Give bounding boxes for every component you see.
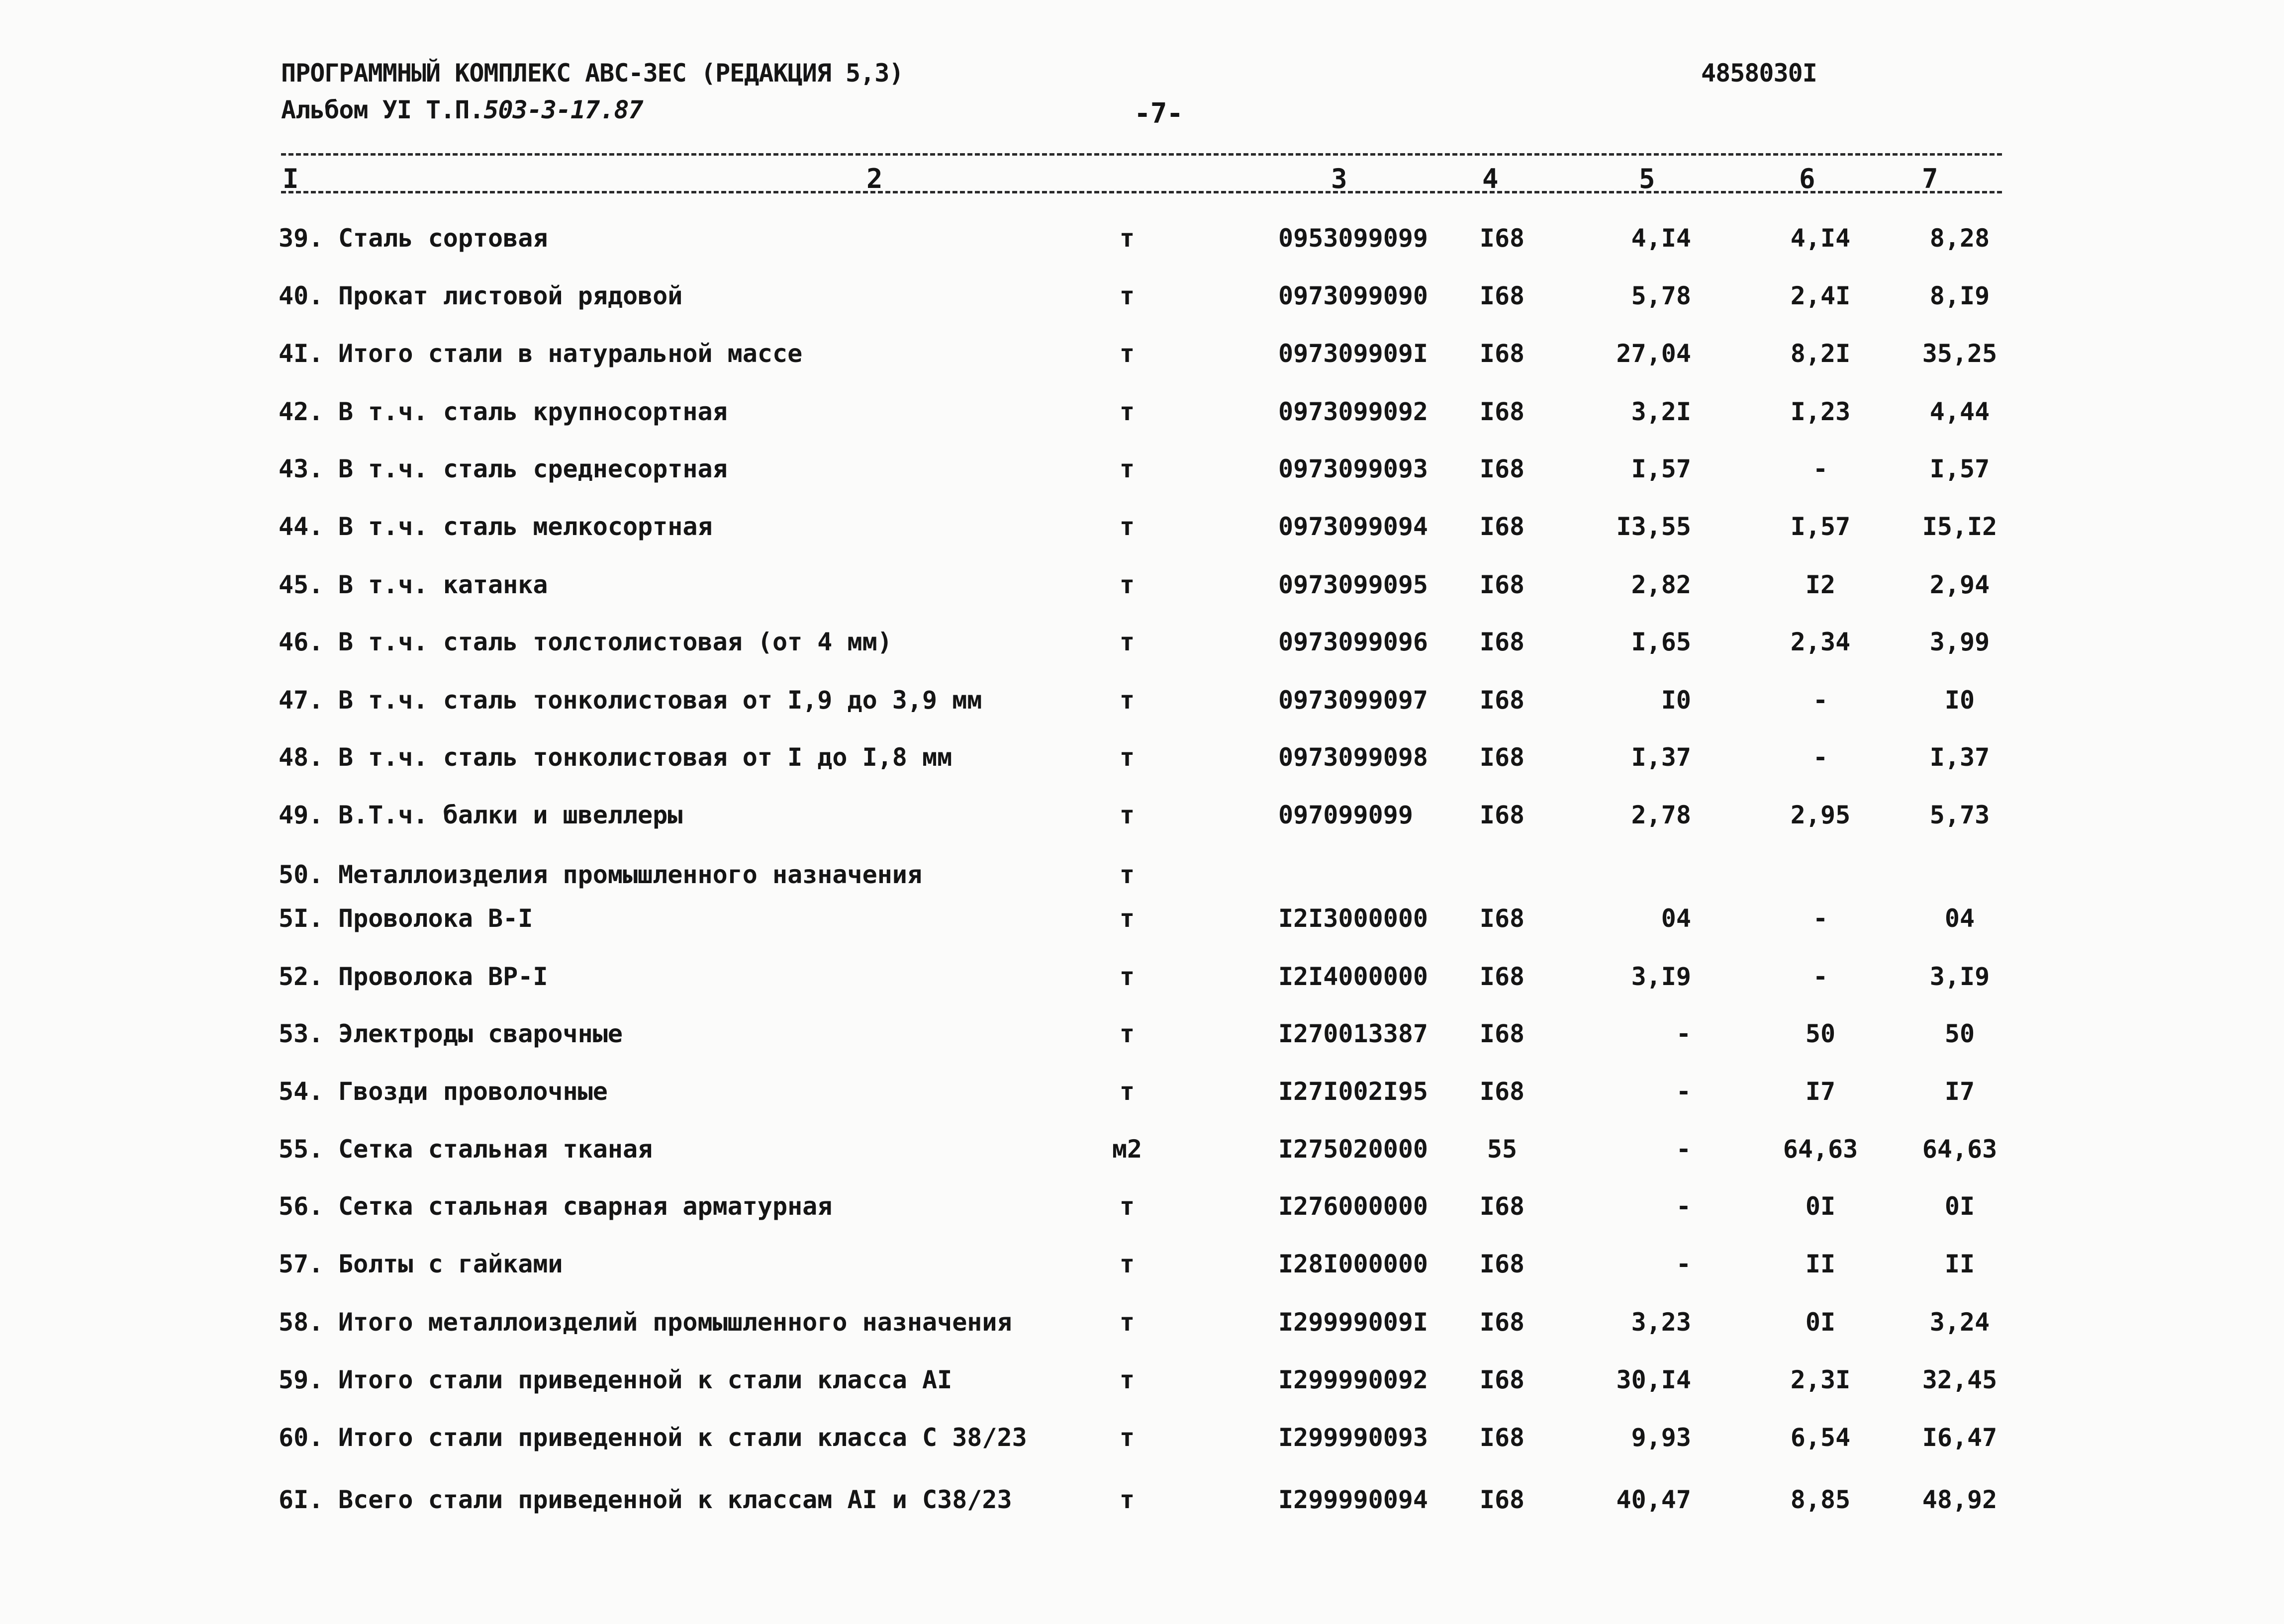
cell-c6: II	[1805, 1250, 1836, 1278]
cell-c4: I68	[1479, 1192, 1525, 1221]
cell-idx: 5I.	[279, 904, 324, 933]
table-row	[0, 1485, 2284, 1542]
cell-c4: I68	[1479, 801, 1525, 829]
table-row	[0, 743, 2284, 800]
cell-c7: 3,24	[1929, 1308, 1990, 1337]
cell-c4: I68	[1479, 454, 1525, 483]
cell-c7: 5,73	[1929, 801, 1990, 829]
cell-c6: I7	[1805, 1077, 1836, 1106]
table-row	[0, 281, 2284, 339]
table-row	[0, 628, 2284, 685]
document-code: 4858030I	[1701, 59, 1817, 88]
cell-c5: 04	[1661, 904, 1691, 933]
cell-unit: т	[1119, 397, 1135, 426]
cell-idx: 42.	[279, 397, 324, 426]
cell-c5: I3,55	[1616, 512, 1691, 541]
column-number-5: 5	[1639, 163, 1655, 194]
cell-c5: -	[1676, 1250, 1691, 1278]
cell-name: В т.ч. сталь крупносортная	[338, 397, 728, 426]
cell-name: В т.ч. сталь тонколистовая от I,9 до 3,9 мм	[338, 686, 982, 715]
cell-name: Итого стали в натуральной массе	[338, 339, 803, 368]
column-number-2: 2	[866, 163, 883, 194]
cell-c4: I68	[1479, 570, 1525, 599]
cell-unit: т	[1119, 1019, 1135, 1048]
table-row	[0, 686, 2284, 743]
cell-code: 0953099099	[1278, 224, 1428, 253]
cell-code: I270013387	[1278, 1019, 1428, 1048]
cell-c4: I68	[1479, 686, 1525, 715]
cell-c6: 4,I4	[1790, 224, 1851, 253]
cell-code: 0973099093	[1278, 454, 1428, 483]
table-row	[0, 1250, 2284, 1307]
cell-c5: I,57	[1631, 454, 1691, 483]
header-rule-bottom	[281, 191, 2002, 193]
cell-code: 097309909I	[1278, 339, 1428, 368]
cell-idx: 53.	[279, 1019, 324, 1048]
cell-c4: I68	[1479, 512, 1525, 541]
cell-code: 0973099090	[1278, 281, 1428, 310]
page-number: -7-	[1134, 97, 1183, 130]
cell-c7: 32,45	[1922, 1365, 1998, 1394]
cell-unit: т	[1119, 1365, 1135, 1394]
cell-c5: 2,82	[1631, 570, 1691, 599]
cell-idx: 40.	[279, 281, 324, 310]
cell-name: Гвозди проволочные	[338, 1077, 608, 1106]
cell-idx: 59.	[279, 1365, 324, 1394]
cell-c4: I68	[1479, 904, 1525, 933]
cell-unit: м2	[1112, 1135, 1142, 1164]
cell-c4: I68	[1479, 628, 1525, 656]
cell-c4: I68	[1479, 339, 1525, 368]
cell-c5: -	[1676, 1019, 1691, 1048]
cell-c7: 2,94	[1929, 570, 1990, 599]
cell-unit: т	[1119, 1423, 1135, 1452]
cell-code: I2I4000000	[1278, 962, 1428, 991]
cell-name: Проволока В-I	[338, 904, 533, 933]
cell-idx: 57.	[279, 1250, 324, 1278]
cell-idx: 58.	[279, 1308, 324, 1337]
cell-code: I299990094	[1278, 1485, 1428, 1514]
cell-c4: I68	[1479, 1077, 1525, 1106]
column-number-1: I	[283, 163, 299, 194]
cell-unit: т	[1119, 1077, 1135, 1106]
cell-c5: 30,I4	[1616, 1365, 1691, 1394]
cell-code: I299990092	[1278, 1365, 1428, 1394]
cell-c6: -	[1812, 743, 1828, 772]
cell-idx: 4I.	[279, 339, 324, 368]
cell-code: I29999009I	[1278, 1308, 1428, 1337]
table-row	[0, 512, 2284, 569]
table-row	[0, 1308, 2284, 1365]
cell-c4: I68	[1479, 397, 1525, 426]
cell-idx: 49.	[279, 801, 324, 829]
album-handwritten-number: 503-3-17.87	[483, 95, 643, 124]
cell-name: В т.ч. сталь тонколистовая от I до I,8 мм	[338, 743, 952, 772]
table-row	[0, 1019, 2284, 1077]
cell-c6: 8,85	[1790, 1485, 1851, 1514]
table-row	[0, 962, 2284, 1019]
cell-idx: 56.	[279, 1192, 324, 1221]
table-row	[0, 570, 2284, 628]
cell-idx: 60.	[279, 1423, 324, 1452]
cell-c7: 04	[1944, 904, 1975, 933]
cell-c5: 2,78	[1631, 801, 1691, 829]
cell-c6: -	[1812, 904, 1828, 933]
cell-c5: -	[1676, 1135, 1691, 1164]
cell-idx: 45.	[279, 570, 324, 599]
cell-c4: I68	[1479, 1365, 1525, 1394]
cell-code: 0973099094	[1278, 512, 1428, 541]
cell-c7: 50	[1944, 1019, 1975, 1048]
cell-name: Проволока ВР-I	[338, 962, 548, 991]
table-row	[0, 397, 2284, 454]
cell-name: В т.ч. сталь среднесортная	[338, 454, 728, 483]
cell-c5: -	[1676, 1192, 1691, 1221]
cell-c6: 2,4I	[1790, 281, 1851, 310]
column-number-6: 6	[1799, 163, 1815, 194]
header-rule-top	[281, 153, 2002, 156]
cell-idx: 50.	[279, 860, 324, 889]
cell-code: I28I000000	[1278, 1250, 1428, 1278]
cell-c6: I,23	[1790, 397, 1851, 426]
cell-c6: 0I	[1805, 1308, 1836, 1337]
cell-c4: I68	[1479, 962, 1525, 991]
cell-c5: 3,2I	[1631, 397, 1691, 426]
cell-c6: -	[1812, 686, 1828, 715]
cell-c4: I68	[1479, 1019, 1525, 1048]
cell-code: 097099099	[1278, 801, 1413, 829]
cell-unit: т	[1119, 224, 1135, 253]
cell-unit: т	[1119, 454, 1135, 483]
cell-unit: т	[1119, 860, 1135, 889]
cell-name: Металлоизделия промышленного назначения	[338, 860, 922, 889]
cell-name: Сетка стальная тканая	[338, 1135, 653, 1164]
cell-name: Сталь сортовая	[338, 224, 548, 253]
cell-c7: I,37	[1929, 743, 1990, 772]
cell-name: Болты с гайками	[338, 1250, 563, 1278]
cell-unit: т	[1119, 1192, 1135, 1221]
cell-unit: т	[1119, 628, 1135, 656]
cell-name: Сетка стальная сварная арматурная	[338, 1192, 833, 1221]
cell-c5: I,37	[1631, 743, 1691, 772]
cell-unit: т	[1119, 686, 1135, 715]
table-row	[0, 339, 2284, 396]
cell-unit: т	[1119, 339, 1135, 368]
table-row	[0, 801, 2284, 858]
cell-c6: 2,34	[1790, 628, 1851, 656]
cell-c4: I68	[1479, 224, 1525, 253]
cell-unit: т	[1119, 1485, 1135, 1514]
table-row	[0, 224, 2284, 281]
cell-c6: 2,95	[1790, 801, 1851, 829]
cell-name: Электроды сварочные	[338, 1019, 623, 1048]
cell-unit: т	[1119, 570, 1135, 599]
cell-unit: т	[1119, 512, 1135, 541]
cell-c6: 6,54	[1790, 1423, 1851, 1452]
cell-c6: I2	[1805, 570, 1836, 599]
cell-name: Всего стали приведенной к классам АI и С38/23	[338, 1485, 1012, 1514]
cell-unit: т	[1119, 281, 1135, 310]
cell-name: В.Т.ч. балки и швеллеры	[338, 801, 683, 829]
cell-idx: 48.	[279, 743, 324, 772]
cell-c6: -	[1812, 454, 1828, 483]
cell-c4: I68	[1479, 281, 1525, 310]
table-row	[0, 1077, 2284, 1134]
cell-code: I276000000	[1278, 1192, 1428, 1221]
cell-idx: 46.	[279, 628, 324, 656]
cell-c7: I5,I2	[1922, 512, 1998, 541]
cell-code: 0973099097	[1278, 686, 1428, 715]
cell-idx: 39.	[279, 224, 324, 253]
cell-idx: 6I.	[279, 1485, 324, 1514]
cell-idx: 54.	[279, 1077, 324, 1106]
cell-c4: I68	[1479, 1250, 1525, 1278]
cell-name: В т.ч. сталь толстолистовая (от 4 мм)	[338, 628, 892, 656]
table-row	[0, 904, 2284, 961]
cell-c7: I0	[1944, 686, 1975, 715]
cell-c6: 2,3I	[1790, 1365, 1851, 1394]
table-row	[0, 1423, 2284, 1480]
cell-c6: 64,63	[1783, 1135, 1858, 1164]
cell-c5: 3,23	[1631, 1308, 1691, 1337]
cell-unit: т	[1119, 962, 1135, 991]
cell-c7: I6,47	[1922, 1423, 1998, 1452]
cell-unit: т	[1119, 904, 1135, 933]
cell-code: 0973099092	[1278, 397, 1428, 426]
cell-idx: 52.	[279, 962, 324, 991]
cell-c5: I,65	[1631, 628, 1691, 656]
cell-c7: 35,25	[1922, 339, 1998, 368]
cell-idx: 43.	[279, 454, 324, 483]
table-row	[0, 454, 2284, 512]
cell-c5: 4,I4	[1631, 224, 1691, 253]
cell-c7: 8,I9	[1929, 281, 1990, 310]
cell-code: I275020000	[1278, 1135, 1428, 1164]
cell-c7: 3,I9	[1929, 962, 1990, 991]
cell-code: 0973099096	[1278, 628, 1428, 656]
cell-idx: 55.	[279, 1135, 324, 1164]
table-row	[0, 1135, 2284, 1192]
cell-name: Итого металлоизделий промышленного назначения	[338, 1308, 1012, 1337]
cell-c7: I,57	[1929, 454, 1990, 483]
cell-idx: 47.	[279, 686, 324, 715]
cell-c5: 5,78	[1631, 281, 1691, 310]
cell-c7: I7	[1944, 1077, 1975, 1106]
cell-c4: 55	[1487, 1135, 1518, 1164]
cell-code: 0973099095	[1278, 570, 1428, 599]
album-prefix: Альбом УI Т.П.	[281, 95, 484, 124]
cell-c6: 8,2I	[1790, 339, 1851, 368]
cell-name: Итого стали приведенной к стали класса АI	[338, 1365, 952, 1394]
cell-unit: т	[1119, 801, 1135, 829]
table-row	[0, 1192, 2284, 1249]
cell-c6: 50	[1805, 1019, 1836, 1048]
column-number-4: 4	[1482, 163, 1499, 194]
cell-idx: 44.	[279, 512, 324, 541]
cell-c7: 64,63	[1922, 1135, 1998, 1164]
cell-c6: 0I	[1805, 1192, 1836, 1221]
cell-c4: I68	[1479, 1308, 1525, 1337]
cell-c7: 4,44	[1929, 397, 1990, 426]
cell-c4: I68	[1479, 1423, 1525, 1452]
program-title: ПРОГРАММНЫЙ КОМПЛЕКС АВС-ЗЕС (РЕДАКЦИЯ 5,3)	[281, 59, 904, 88]
table-row	[0, 1365, 2284, 1423]
cell-c7: II	[1944, 1250, 1975, 1278]
cell-name: Прокат листовой рядовой	[338, 281, 683, 310]
cell-c7: 8,28	[1929, 224, 1990, 253]
column-number-7: 7	[1922, 163, 1938, 194]
cell-code: 0973099098	[1278, 743, 1428, 772]
cell-c5: 27,04	[1616, 339, 1691, 368]
cell-c6: I,57	[1790, 512, 1851, 541]
cell-unit: т	[1119, 1308, 1135, 1337]
cell-c5: 9,93	[1631, 1423, 1691, 1452]
album-reference	[281, 95, 643, 124]
cell-code: I2I3000000	[1278, 904, 1428, 933]
cell-unit: т	[1119, 743, 1135, 772]
cell-c4: I68	[1479, 1485, 1525, 1514]
cell-c5: -	[1676, 1077, 1691, 1106]
cell-c5: 3,I9	[1631, 962, 1691, 991]
cell-c7: 48,92	[1922, 1485, 1998, 1514]
cell-c5: 40,47	[1616, 1485, 1691, 1514]
column-number-3: 3	[1331, 163, 1347, 194]
cell-c7: 3,99	[1929, 628, 1990, 656]
cell-c6: -	[1812, 962, 1828, 991]
cell-name: В т.ч. сталь мелкосортная	[338, 512, 713, 541]
cell-name: В т.ч. катанка	[338, 570, 548, 599]
cell-name: Итого стали приведенной к стали класса С 38/23	[338, 1423, 1027, 1452]
cell-c5: I0	[1661, 686, 1691, 715]
cell-c7: 0I	[1944, 1192, 1975, 1221]
cell-unit: т	[1119, 1250, 1135, 1278]
cell-code: I299990093	[1278, 1423, 1428, 1452]
cell-c4: I68	[1479, 743, 1525, 772]
cell-code: I27I002I95	[1278, 1077, 1428, 1106]
